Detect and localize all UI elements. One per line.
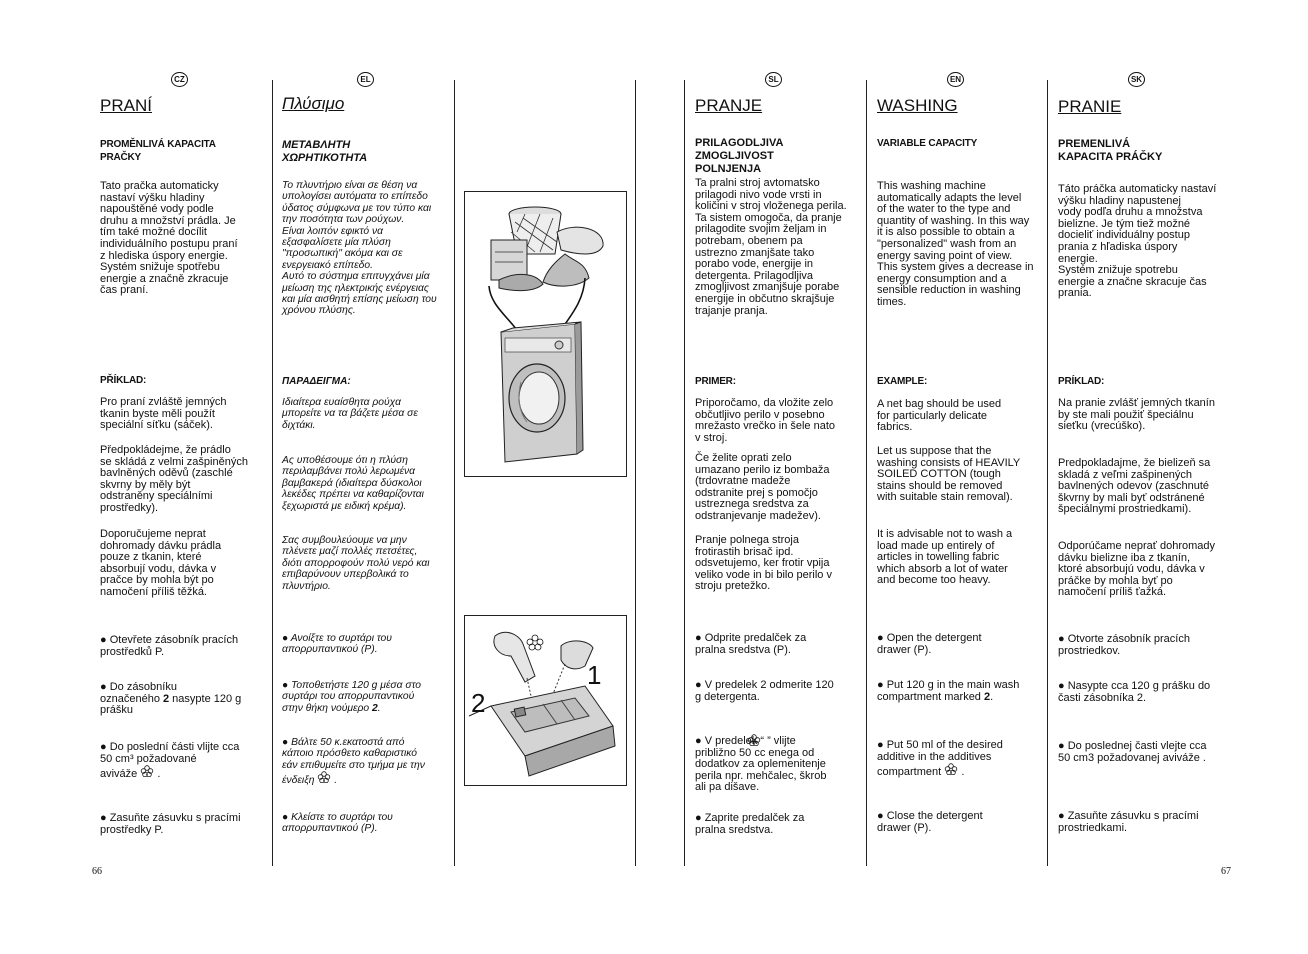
column-divider bbox=[272, 80, 273, 866]
step-4: ● Zaprite predalček za pralna sredstva. bbox=[695, 812, 805, 836]
example-text-1: Na pranie zvlášť jemných tkanín by ste mali použiť špeciálnu sieťku (vrecúško). bbox=[1058, 397, 1215, 433]
detergent-drawer-illustration bbox=[464, 615, 627, 786]
column-divider bbox=[1047, 80, 1048, 866]
section-title: PRANIE bbox=[1058, 97, 1122, 116]
example-text-2: Predpokladajme, že bielizeň sa skladá z veľmi zašpinených bavlnených odevov (zaschnuté škvrny by mali byť odstránené špeciálnymi prostriedkami). bbox=[1058, 457, 1211, 516]
example-text-2: Let us suppose that the washing consists of HEAVILY SOILED COTTON (tough stains should be removed with suitable stain removal). bbox=[877, 445, 1021, 504]
step-2: ● Τοποθετήστε 120 g μέσα στο συρτάρι του απορρυπαντικού στην θήκη νούμερο 2. bbox=[282, 680, 421, 714]
flower-icon bbox=[317, 775, 331, 786]
step-2: ● Do zásobníku označeného 2 nasypte 120 g prášku bbox=[100, 681, 242, 717]
example-text-1: Ιδιαίτερα ευαίσθητα ρούχα μπορείτε να τα βάζετε μέσα σε διχτάκι. bbox=[282, 397, 418, 431]
intro-text: Ta pralni stroj avtomatsko prilagodi nivo vode vrsti in količini v stroj vloženega perila. Ta sistem omogoča, da pranje prilagodite svojim željam in potrebam, obenem pa ustrezno zmanjšate tako porabo vode, energije in detergenta. Prilagodljiva zmogljivost zmanjšuje porabe energije in občutno skrajšuje trajanje pranja. bbox=[695, 177, 847, 317]
example-text-1: Priporočamo, da vložite zelo občutljivo perilo v posebno mrežasto vrečko in šele nato v stroj. bbox=[695, 397, 836, 444]
example-text-2: Ας υποθέσουμε ότι η πλύση περιλαμβάνει πολύ λερωμένα βαμβακερά (ιδιαίτερα δύσκολοι λεκέδες πρέπει να καθαρίζονται ξεχωριστά με ειδική κρέμα). bbox=[282, 455, 424, 512]
column-divider bbox=[684, 80, 685, 866]
step-1: ● Open the detergent drawer (P). bbox=[877, 632, 982, 656]
intro-text: This washing machine automatically adapts the level of the water to the type and quantity of washing. In this way it is also possible to obtain a "personalized" wash from an energy saving point of view. This system gives a decrease in energy consumption and a sensible reduction in washing times. bbox=[877, 180, 1034, 308]
step-4: ● Zasuňte zásuvku s pracími prostriedkami. bbox=[1058, 810, 1199, 834]
section-title: PRANJE bbox=[695, 96, 763, 115]
step-3: ● V predelek “ ” vlijte približno 50 cc enega od dodatkov za oplemenitenje perila npr. mehčalec, škrob ali pa dišave. bbox=[695, 735, 827, 794]
step-3: ● Βάλτε 50 κ.εκατοστά από κάποιο πρόσθετο καθαριστικό εάν επιθυμείτε στο τμήμα με την ένδειξη . bbox=[282, 737, 425, 787]
intro-text: Táto práčka automaticky nastaví výšku hladiny napustenej vody podľa druhu a množstva bielizne. Je tým tiež možné docieliť individuálny postup prania z hľadiska úspory energie. Systém znižuje spotrebu energie a značne skracuje čas prania. bbox=[1058, 183, 1217, 300]
step-1: ● Ανοίξτε το συρτάρι του απορρυπαντικού (P). bbox=[282, 633, 392, 656]
example-text-2: Předpokládejme, že prádlo se skládá z velmi zašpiněných bavlněných oděvů (zaschlé skvrny by měly být odstraněny speciálními prostředky). bbox=[100, 444, 248, 514]
step-3: ● Put 50 ml of the desired additive in the additives compartment . bbox=[877, 739, 1003, 779]
washing-machine-illustration bbox=[464, 191, 627, 477]
page-number-left: 66 bbox=[92, 866, 102, 877]
example-text-3: Σας συμβουλεύουμε να μην πλένετε μαζί πολλές πετσέτες, διότι απορροφούν πολύ νερό και επιβαρύνουν υπερβολικά το πλυντήριο. bbox=[282, 535, 430, 592]
flower-icon bbox=[747, 734, 761, 750]
example-text-3: Odporúčame neprať dohromady dávku bielizne iba z tkanín, ktoré absorbujú vodu, dávka v práčke by mohla byť po namočení príliš ťažká. bbox=[1058, 540, 1215, 599]
example-heading: EXAMPLE: bbox=[877, 376, 928, 387]
example-heading: PŘÍKLAD: bbox=[100, 375, 147, 386]
column-divider bbox=[454, 80, 455, 866]
compartment-2-label: 2 bbox=[471, 688, 486, 718]
language-badge: CZ bbox=[171, 72, 188, 87]
section-title: WASHING bbox=[877, 96, 958, 115]
example-text-3: Doporučujeme neprat dohromady dávku prádla pouze z tkanin, které absorbují vodu, dávka v pračce by mohla být po namočení příliš těžká. bbox=[100, 528, 222, 598]
section-subtitle: PROMĚNLIVÁ KAPACITA PRAČKY bbox=[100, 139, 216, 163]
section-subtitle: VARIABLE CAPACITY bbox=[877, 138, 978, 149]
example-heading: PRÍKLAD: bbox=[1058, 376, 1105, 387]
page-number-right: 67 bbox=[1221, 866, 1231, 877]
step-2: ● Put 120 g in the main wash compartment marked 2. bbox=[877, 679, 1020, 703]
step-2: ● Nasypte cca 120 g prášku do časti zásobníka 2. bbox=[1058, 680, 1211, 704]
example-text-3: It is advisable not to wash a load made up entirely of articles in towelling fabric which absorb a lot of water and become too heavy. bbox=[877, 528, 1013, 587]
language-badge: EL bbox=[357, 72, 374, 87]
step-4: ● Close the detergent drawer (P). bbox=[877, 810, 983, 834]
section-subtitle: PREMENLIVÁ KAPACITA PRÁČKY bbox=[1058, 138, 1163, 163]
flower-icon bbox=[944, 766, 958, 778]
flower-icon bbox=[527, 635, 543, 650]
language-badge: SL bbox=[765, 72, 782, 87]
step-4: ● Κλείστε το συρτάρι του απορρυπαντικού (P). bbox=[282, 812, 393, 835]
column-divider bbox=[635, 80, 636, 866]
step-1: ● Otevřete zásobník pracích prostředků P. bbox=[100, 634, 239, 658]
language-badge: SK bbox=[1128, 72, 1145, 87]
step-3: ● Do poslední části vlijte cca 50 cm³ požadované aviváže . bbox=[100, 741, 240, 781]
section-subtitle: PRILAGODLJIVA ZMOGLJIVOST POLNJENJA bbox=[695, 137, 784, 175]
step-3: ● Do poslednej časti vlejte cca 50 cm3 požadovanej aviváže . bbox=[1058, 740, 1207, 764]
column-divider bbox=[866, 80, 867, 866]
example-text-2: Če želite oprati zelo umazano perilo iz bombaža (trdovratne madeže odstranite prej s pomočjo ustreznega sredstva za odstranjevanje madežev). bbox=[695, 452, 830, 522]
intro-text: Tato pračka automaticky nastaví výšku hladiny napouštěné vody podle druhu a množství prádla. Je tím také možné docílit individuálního postupu praní z hlediska úspory energie. Systém snižuje spotřebu energie a značně zkracuje čas praní. bbox=[100, 180, 238, 297]
section-subtitle: ΜΕΤΑΒΛΗΤΗ ΧΩΡΗΤΙΚΟΤΗΤΑ bbox=[282, 139, 368, 164]
example-heading: ΠΑΡΑΔΕΙΓΜΑ: bbox=[282, 376, 351, 387]
step-1: ● Odprite predalček za pralna sredstva (P). bbox=[695, 632, 807, 656]
example-heading: PRIMER: bbox=[695, 376, 736, 387]
section-title: PRANÍ bbox=[100, 96, 152, 115]
example-text-1: A net bag should be used for particularly delicate fabrics. bbox=[877, 398, 1002, 434]
example-text-1: Pro praní zvláště jemných tkanin byste měli použít speciální síťku (sáček). bbox=[100, 396, 227, 432]
compartment-1-label: 1 bbox=[587, 660, 602, 690]
step-4: ● Zasuňte zásuvku s pracími prostředky P. bbox=[100, 812, 241, 836]
intro-text: Το πλυντήριο είναι σε θέση να υπολογίσει αυτόματα το επίπεδο ύδατος σύμφωνα με τον τύπο και την ποσότητα των ρούχων. Είναι λοιπόν εφικτό να εξασφαλίσετε μία πλύση "προσωπική" ακόμα και σε ενεργειακό επίπεδο. Αυτό το σύστημα επιτυγχάνει μία μείωση της ηλεκτρικής ενέργειας και μία αισθητή επίσης μείωση του χρόνου πλύσης. bbox=[282, 180, 437, 317]
step-2: ● V predelek 2 odmerite 120 g detergenta. bbox=[695, 679, 834, 703]
section-title: Πλύσιμο bbox=[282, 94, 345, 113]
language-badge: EN bbox=[947, 72, 964, 87]
flower-icon bbox=[140, 768, 154, 780]
step-1: ● Otvorte zásobník pracích prostriedkov. bbox=[1058, 633, 1190, 657]
example-text-3: Pranje polnega stroja frotirastih brisač ipd. odsvetujemo, ker frotir vpija veliko vode in bi bilo perilo v stroju pretežko. bbox=[695, 534, 832, 593]
